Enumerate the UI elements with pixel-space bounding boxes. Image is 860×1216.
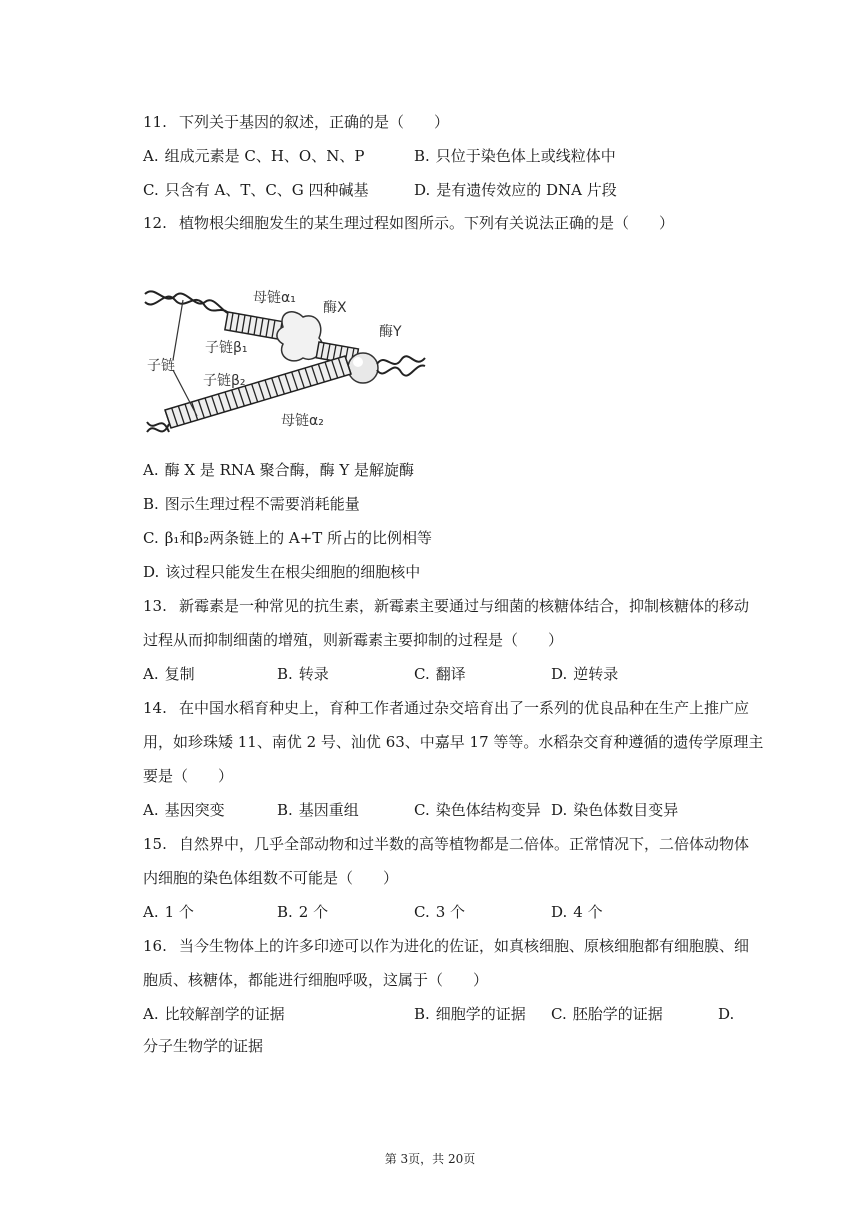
option-letter: A. (143, 461, 159, 479)
page-footer: 第 3页，共 20页 (384, 1152, 476, 1166)
label-enzyme-y: 酶Y (379, 324, 402, 340)
q13-option-c (414, 664, 466, 684)
option-text: 翻译 (435, 665, 466, 683)
question-text: 自然界中，几乎全部动物和过半数的高等植物都是二倍体。正常情况下，二倍体动物体 (179, 835, 750, 853)
option-letter: D. (143, 563, 160, 581)
question-14-stem-line2: 用，如珍珠矮 11、南优 2 号、汕优 63、中嘉早 17 等等。水稻杂交育种遵循的遗传学原理主 (143, 733, 764, 751)
question-number: 13. (143, 597, 167, 615)
option-letter: B. (414, 1005, 430, 1023)
option-letter: D. (551, 665, 568, 683)
q11-option-a (143, 146, 364, 166)
question-number: 12. (143, 214, 167, 232)
option-text: 复制 (164, 665, 195, 683)
option-letter: A. (143, 903, 159, 921)
q12-option-b (143, 494, 360, 514)
option-letter: A. (143, 801, 159, 819)
label-daughter-b2: 子链β₂ (203, 373, 246, 389)
q15-option-c (414, 902, 465, 922)
option-letter: A. (143, 1005, 159, 1023)
q15-option-d (551, 902, 603, 922)
question-text: 在中国水稻育种史上，育种工作者通过杂交培育出了一系列的优良品种在生产上推广应 (179, 699, 750, 717)
question-text: 当今生物体上的许多印迹可以作为进化的佐证，如真核细胞、原核细胞都有细胞膜、细 (179, 937, 750, 955)
question-14-stem-line3: 要是（ ） (143, 767, 234, 785)
question-16-stem-line1 (143, 936, 749, 956)
option-text: 基因重组 (298, 801, 359, 819)
option-text: 酶 X 是 RNA 聚合酶，酶 Y 是解旋酶 (164, 461, 415, 479)
option-letter: A. (143, 665, 159, 683)
q16-option-d (718, 1004, 740, 1024)
option-text: 基因突变 (164, 801, 225, 819)
label-mother-a2: 母链α₂ (281, 413, 324, 429)
option-text: 2 个 (298, 903, 329, 921)
q11-option-b (414, 146, 616, 166)
option-letter: D. (414, 181, 431, 199)
q13-option-b (277, 664, 329, 684)
q12-option-a (143, 460, 414, 480)
option-text: 染色体结构变异 (435, 801, 541, 819)
q16-option-c (551, 1004, 663, 1024)
option-letter: C. (551, 1005, 567, 1023)
enzyme-x-shape (277, 312, 323, 361)
option-letter: C. (414, 801, 430, 819)
option-text: 该过程只能发生在根尖细胞的细胞核中 (165, 563, 421, 581)
q15-option-a (143, 902, 194, 922)
option-letter: B. (277, 903, 293, 921)
label-mother-a1: 母链α₁ (253, 290, 296, 306)
q14-option-a (143, 800, 225, 820)
option-letter: B. (277, 665, 293, 683)
q11-option-c (143, 180, 369, 200)
question-text: 植物根尖细胞发生的某生理过程如图所示。下列有关说法正确的是（ ） (179, 214, 675, 232)
option-letter: B. (414, 147, 430, 165)
option-text: 逆转录 (573, 665, 619, 683)
option-letter: B. (143, 495, 159, 513)
label-daughter: 子链 (147, 358, 175, 374)
label-enzyme-x: 酶X (323, 300, 347, 316)
question-text: 新霉素是一种常见的抗生素，新霉素主要通过与细菌的核糖体结合，抑制核糖体的移动 (179, 597, 750, 615)
option-text: 4 个 (573, 903, 603, 921)
daughter-pointer-lines (173, 300, 197, 416)
question-11-stem (143, 112, 449, 132)
q12-option-d (143, 562, 420, 582)
question-12-stem (143, 213, 674, 233)
question-16-stem-line2: 胞质、核糖体，都能进行细胞呼吸，这属于（ ） (143, 971, 489, 989)
option-letter: C. (143, 181, 159, 199)
option-letter: A. (143, 147, 159, 165)
question-13-stem-line2: 过程从而抑制细菌的增殖，则新霉素主要抑制的过程是（ ） (143, 631, 564, 649)
q12-option-c (143, 528, 432, 548)
option-letter: C. (414, 665, 430, 683)
question-number: 15. (143, 835, 167, 853)
option-text: 染色体数目变异 (573, 801, 679, 819)
q16-option-b (414, 1004, 526, 1024)
option-text: 图示生理过程不需要消耗能量 (164, 495, 360, 513)
option-letter: D. (718, 1005, 735, 1023)
question-14-stem-line1 (143, 698, 749, 718)
option-letter: C. (143, 529, 159, 547)
enzyme-y-shape (348, 353, 378, 383)
question-number: 14. (143, 699, 167, 717)
option-text: 胚胎学的证据 (572, 1005, 663, 1023)
option-text: 细胞学的证据 (435, 1005, 526, 1023)
question-15-stem-line1 (143, 834, 749, 854)
q14-option-c (414, 800, 541, 820)
option-text: 1 个 (164, 903, 194, 921)
parent-helix-upper (145, 291, 233, 320)
q14-option-b (277, 800, 359, 820)
q13-option-a (143, 664, 195, 684)
option-text: 转录 (298, 665, 329, 683)
option-text: 3 个 (435, 903, 466, 921)
option-text: 组成元素是 C、H、O、N、P (164, 147, 365, 165)
option-text: 是有遗传效应的 DNA 片段 (436, 181, 617, 199)
option-text: 只含有 A、T、C、G 四种碱基 (164, 181, 369, 199)
question-13-stem-line1 (143, 596, 749, 616)
q14-option-d (551, 800, 678, 820)
option-letter: C. (414, 903, 430, 921)
question-number: 16. (143, 937, 167, 955)
q11-option-d (414, 180, 617, 200)
question-number: 11. (143, 113, 167, 131)
enzyme-y-highlight (353, 357, 363, 367)
question-text: 下列关于基因的叙述，正确的是（ ） (179, 113, 450, 131)
q13-option-d (551, 664, 618, 684)
dna-replication-figure (143, 282, 428, 444)
option-text: 只位于染色体上或线粒体中 (435, 147, 616, 165)
label-daughter-b1: 子链β₁ (205, 340, 248, 356)
helix-lower-left (147, 422, 169, 432)
option-letter: D. (551, 801, 568, 819)
q15-option-b (277, 902, 328, 922)
parent-helix-right (377, 356, 425, 375)
option-text: β₁和β₂两条链上的 A+T 所占的比例相等 (164, 529, 433, 547)
option-letter: B. (277, 801, 293, 819)
q16-option-a (143, 1004, 285, 1024)
question-15-stem-line2: 内细胞的染色体组数不可能是（ ） (143, 869, 399, 887)
q16-option-d-text: 分子生物学的证据 (143, 1037, 264, 1055)
strand-alpha1-beta1 (225, 312, 282, 339)
option-letter: D. (551, 903, 568, 921)
option-text: 比较解剖学的证据 (164, 1005, 285, 1023)
